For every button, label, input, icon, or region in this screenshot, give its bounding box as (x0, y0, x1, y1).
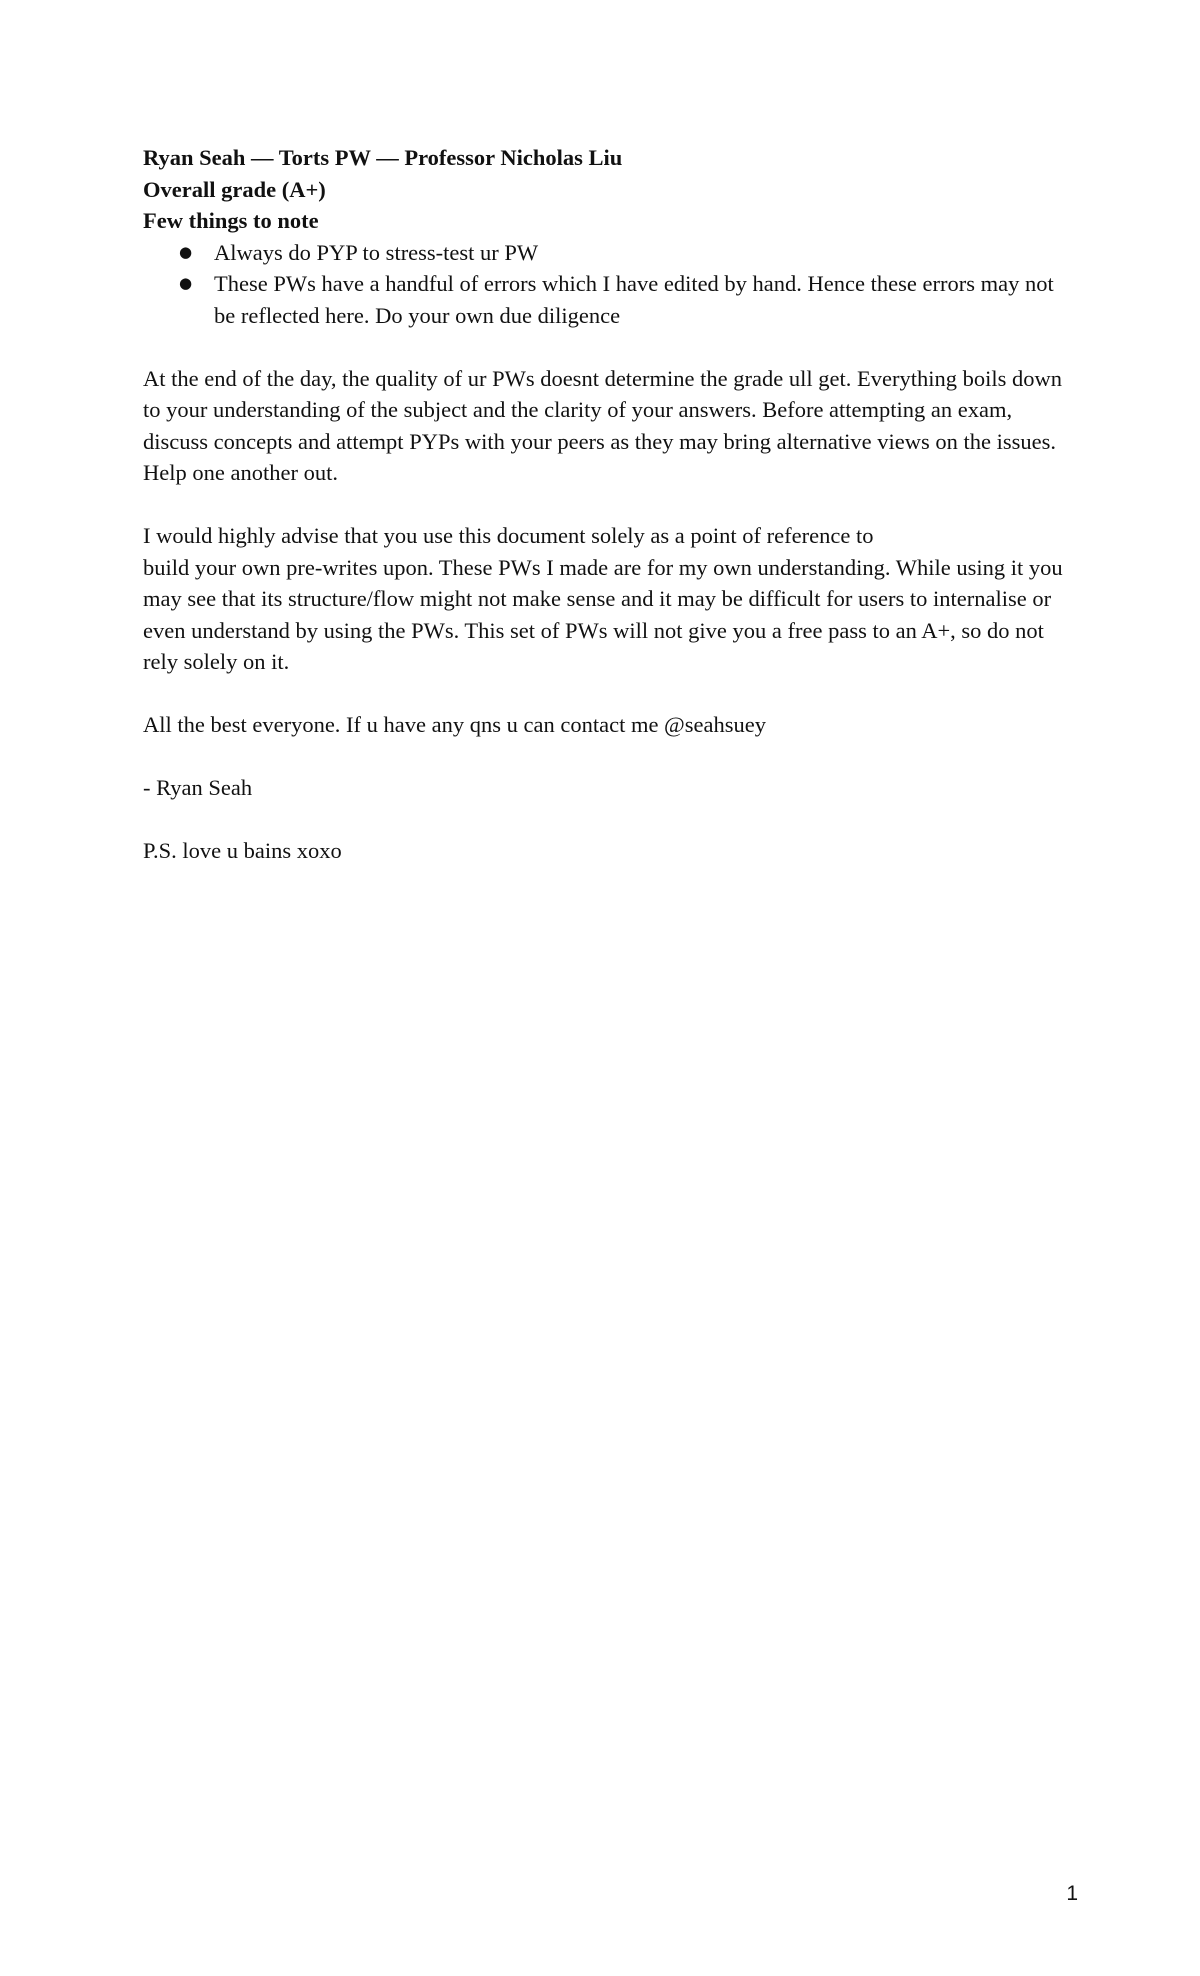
paragraph-usage-rest: build your own pre-writes upon. These PWs I made are for my own understanding. While using it you may see that its structure/flow might not make sense and it may be difficult for users to internalise or even understand by using the PWs. This set of PWs will not give you a free pass to an A+, so do not rely solely on it. (143, 554, 1063, 674)
paragraph-advice: At the end of the day, the quality of ur PWs doesnt determine the grade ull get. Everything boils down to your understanding of the subject and the clarity of your answers. Before attempting an exam, discuss concepts and attempt PYPs with your peers as they may bring alternative views on the issues. Help one another out. (143, 365, 1062, 485)
paragraph-contact: All the best everyone. If u have any qns u can contact me @seahsuey (143, 712, 767, 737)
notes-heading: Few things to note (143, 208, 319, 233)
postscript: P.S. love u bains xoxo (143, 838, 342, 863)
paragraph-usage (143, 520, 1068, 678)
bullet-icon: ● (179, 242, 193, 261)
overall-grade: Overall grade (A+) (143, 176, 326, 202)
document-title: Ryan Seah — Torts PW — Professor Nicholas Liu (143, 145, 623, 170)
signature: - Ryan Seah (143, 775, 253, 800)
note-text: These PWs have a handful of errors which I have edited by hand. Hence these errors may not be reflected here. Do your own due diligence (214, 271, 1054, 328)
paragraph-usage-line-1: I would highly advise that you use this document solely as a point of reference to (143, 523, 874, 548)
page-number: 1 (1066, 1882, 1078, 1905)
note-text: Always do PYP to stress-test ur PW (214, 239, 539, 265)
bullet-icon: ● (179, 274, 193, 292)
document-body (143, 142, 1068, 867)
list-item (143, 268, 1068, 331)
notes-list (143, 237, 1068, 332)
list-item (143, 237, 1068, 269)
